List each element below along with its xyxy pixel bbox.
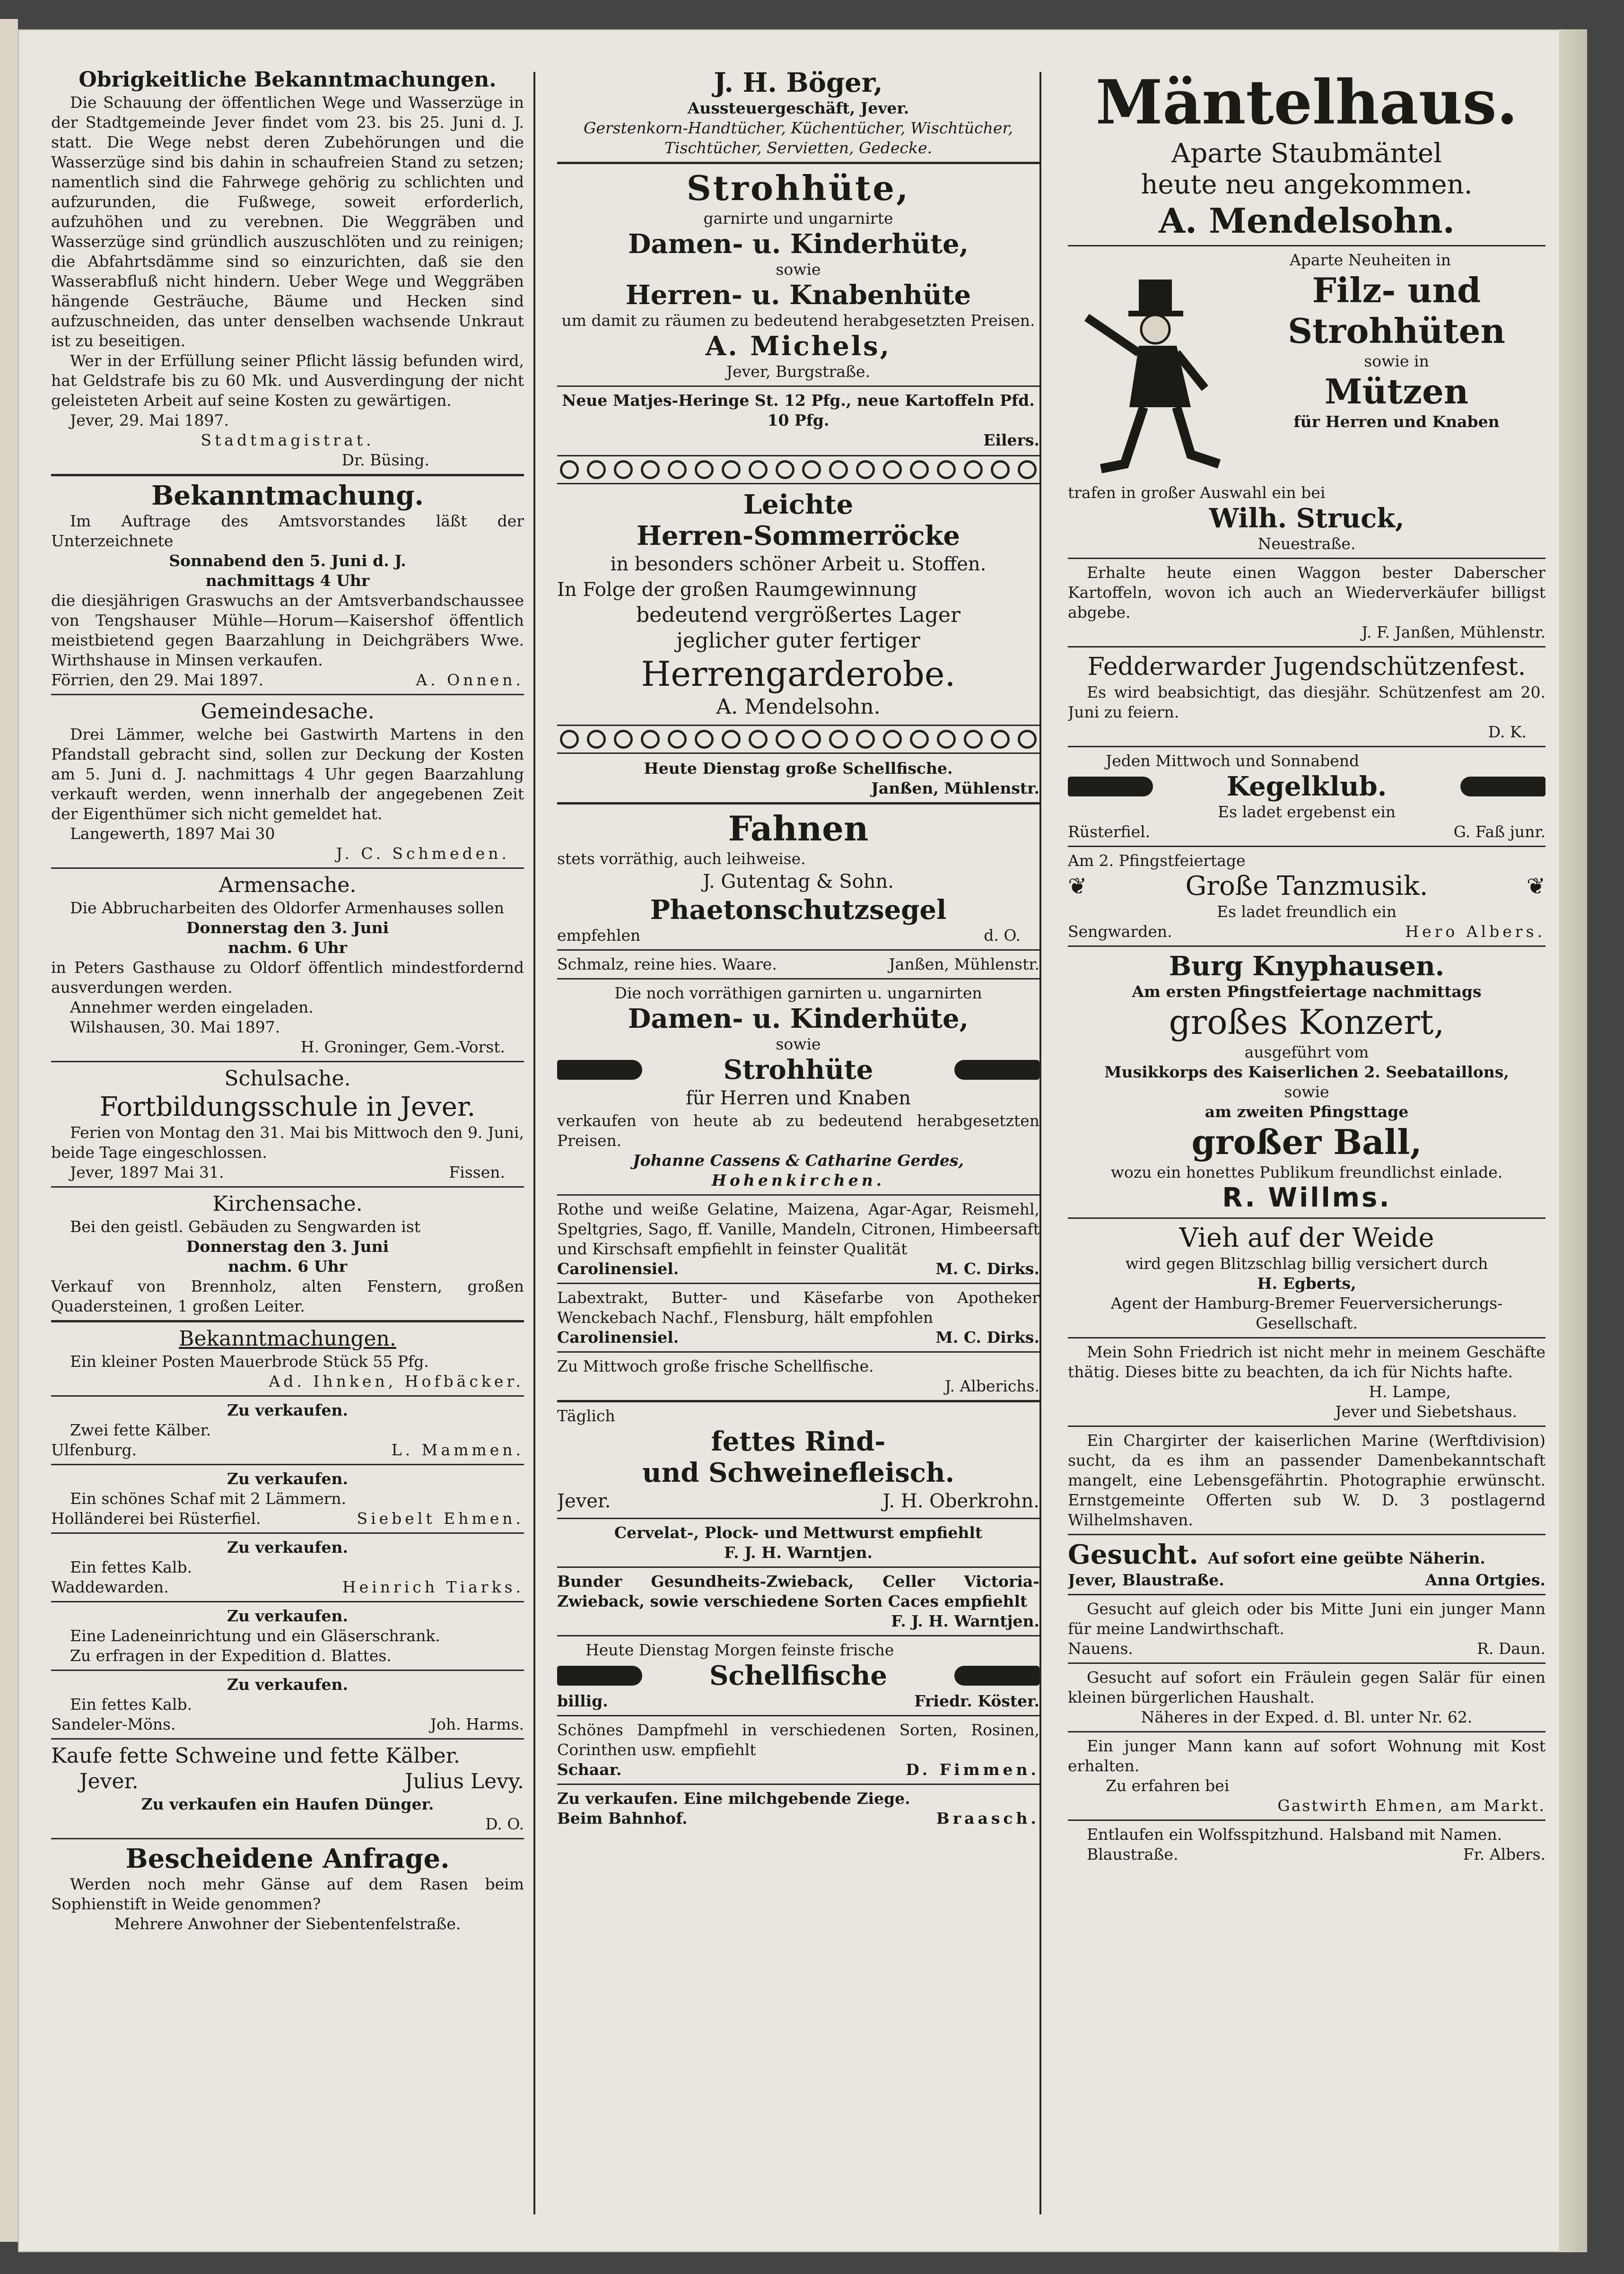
summer-coats-line: In Folge der großen Raumgewinnung (557, 579, 917, 601)
ornament (587, 730, 606, 749)
manure-offer: Zu verkaufen ein Haufen Dünger. (141, 1795, 434, 1813)
community-heading: Gemeindesache. (201, 700, 375, 724)
straw-hats-line: um damit zu räumen zu bedeutend herabgesetzten Preisen. (561, 311, 1035, 330)
ornament (829, 730, 848, 749)
lard-signature: Janßen, Mühlenstr. (889, 955, 1039, 973)
haddock-line: Heute Dienstag Morgen feinste frische (585, 1641, 894, 1659)
divider (51, 1532, 524, 1534)
straw-hats-line: sowie (776, 260, 821, 279)
divider (557, 1351, 1039, 1353)
sale-signature: L. Mammen. (391, 1441, 524, 1459)
egberts-name: H. Egberts, (1257, 1274, 1356, 1293)
column-official-notices (51, 67, 524, 2224)
poor-relief-text-3: Annehmer werden eingeladen. (70, 998, 314, 1016)
newspaper-page (18, 29, 1587, 2252)
bread-signature: Ad. Ihnken, Hofbäcker. (269, 1372, 524, 1391)
divider (1068, 746, 1545, 747)
school-text: Ferien von Montag den 31. Mai bis Mittwoch den 9. Juni, beide Tage eingeschlossen. (51, 1123, 524, 1162)
divider (1068, 1534, 1545, 1535)
sale-place: Holländerei bei Rüsterfiel. (51, 1509, 261, 1528)
poor-relief-text-2: in Peters Gasthause zu Oldorf öffentlich mindestfordernd ausverdungen werden. (51, 958, 524, 997)
dance-line: Am 2. Pfingstfeiertage (1068, 851, 1246, 870)
sale-signature: Joh. Harms. (430, 1715, 524, 1733)
column-advertisements-right (1068, 67, 1545, 2224)
misc-heading: Bekanntmachungen. (179, 1327, 396, 1351)
goat-signature: Braasch. (936, 1809, 1039, 1828)
notice-signature: Dr. Büsing. (341, 451, 429, 469)
sale-heading: Zu verkaufen. (227, 1401, 349, 1419)
livestock-text: wird gegen Blitzschlag billig versichert durch (1125, 1254, 1488, 1273)
concert-line: ausgeführt vom (1244, 1043, 1369, 1061)
ornament (641, 730, 660, 749)
divider (1068, 945, 1545, 947)
summer-coats-title: Herren-Sommerröcke (637, 520, 960, 551)
divider (51, 694, 524, 695)
meat-place: Jever. (557, 1490, 611, 1512)
ornament (964, 460, 983, 479)
sale-heading: Zu verkaufen. (227, 1538, 349, 1557)
ornament-border (557, 725, 1039, 754)
inquiry-signature: Mehrere Anwohner der Siebentenfelstraße. (114, 1915, 461, 1933)
lost-dog-place: Blaustraße. (1087, 1845, 1179, 1863)
straw-hats-men: Herren- u. Knabenhüte (625, 280, 971, 311)
bowling-place: Rüsterfiel. (1068, 822, 1151, 841)
fish-signature: Janßen, Mühlenstr. (871, 779, 1039, 797)
ornament (910, 730, 929, 749)
community-signature: J. C. Schmeden. (336, 844, 510, 863)
maid-ad: Gesucht auf sofort ein Fräulein gegen Salär für einen kleinen bürgerlichen Haushalt. (1068, 1668, 1545, 1706)
summer-coats-line: Leichte (743, 489, 854, 520)
michels-address: Jever, Burgstraße. (726, 362, 871, 381)
poor-relief-signature: H. Groninger, Gem.-Vorst. (300, 1038, 505, 1056)
flour-offer: Schönes Dampfmehl in verschiedenen Sorten, Rosinen, Corinthen usw. empfiehlt (557, 1721, 1039, 1759)
ornament (722, 460, 741, 479)
poor-relief-date: Donnerstag den 3. Juni (186, 918, 389, 937)
ornament (856, 460, 875, 479)
dance-place: Sengwarden. (1068, 922, 1172, 941)
flour-place: Schaar. (557, 1760, 622, 1779)
divider (557, 978, 1039, 980)
divider (1068, 1662, 1545, 1664)
felt-straw-title-2: Strohhüten (1288, 311, 1505, 351)
community-date: Langewerth, 1897 Mai 30 (70, 824, 275, 843)
hats-line: sowie (776, 1035, 821, 1053)
farmhand-ad: Gesucht auf gleich oder bis Mitte Juni ein junger Mann für meine Landwirthschaft. (1068, 1600, 1545, 1638)
hats-novelty-line: trafen in großer Auswahl ein bei (1068, 483, 1326, 502)
concert-line: Musikkorps des Kaiserlichen 2. Seebataillons, (1104, 1063, 1509, 1081)
poor-relief-time: nachm. 6 Uhr (228, 938, 347, 957)
announcement-signature: A. Onnen. (416, 671, 524, 689)
community-text: Drei Lämmer, welche bei Gastwirth Martens in den Pfandstall gebracht sind, sollen zur Deckung der Kosten am 5. Juni d. J. nachmittags 4 Uhr gegen Baarzahlung verkauft werden, wenn innerhalb der angegebenen Zeit der Eigenthümer sich nicht gemeldet hat. (51, 725, 524, 823)
rennet-offer: Labextrakt, Butter- und Käsefarbe von Apotheker Wenckebach Nachf., Flensburg, hält empfohlen (557, 1288, 1039, 1327)
ornament-border (557, 455, 1039, 484)
column-rule-1 (533, 72, 535, 2214)
sausage-offer: Cervelat-, Plock- und Mettwurst empfiehlt (614, 1523, 983, 1542)
church-text: Bei den geistl. Gebäuden zu Sengwarden ist (70, 1217, 420, 1236)
concert-line: wozu ein honettes Publikum freundlichst einlade. (1110, 1163, 1503, 1181)
maid-ad-ref: Näheres in der Exped. d. Bl. unter Nr. 62. (1141, 1708, 1473, 1726)
divider (557, 1283, 1039, 1284)
ornament (1018, 460, 1037, 479)
sale-text: Eine Ladeneinrichtung und ein Gläserschrank. (70, 1627, 440, 1645)
lodging-ad-line: Zu erfahren bei (1106, 1776, 1230, 1795)
son-notice-place: Jever und Siebetshaus. (1335, 1402, 1517, 1421)
column-rule-2 (1039, 72, 1041, 2214)
divider (1068, 1217, 1545, 1219)
announcement-text: Im Auftrage des Amtsvorstandes läßt der Unterzeichnete (51, 512, 524, 550)
divider (1068, 646, 1545, 647)
divider (51, 474, 524, 476)
summer-coats-line: bedeutend vergrößertes Lager (636, 603, 961, 627)
divider (51, 1738, 524, 1740)
sale-signature: Siebelt Ehmen. (357, 1509, 524, 1528)
sale-text: Ein fettes Kalb. (70, 1695, 192, 1714)
felt-straw-title: Filz- und (1312, 270, 1481, 310)
summer-coats-line: jeglicher guter fertiger (676, 629, 920, 653)
notices-heading: Obrigkeitliche Bekanntmachungen. (79, 68, 497, 92)
divider (557, 1194, 1039, 1196)
concert-line: am zweiten Pfingsttage (1205, 1102, 1409, 1121)
road-inspection-penalty: Wer in der Erfüllung seiner Pflicht lässig befunden wird, hat Geldstrafe bis zu 60 Mk. und Ausverdingung der nicht geleisteten Arbeit auf seine Kosten zu gewärtigen. (51, 351, 524, 410)
rusk-signature: F. J. H. Warntjen. (891, 1612, 1039, 1630)
hats-title: Damen- u. Kinderhüte, (628, 1003, 969, 1034)
wednesday-fish-signature: J. Alberichs. (944, 1377, 1039, 1395)
willms-signature: R. Willms. (1222, 1182, 1391, 1213)
sale-text: Ein fettes Kalb. (70, 1558, 192, 1576)
divider (557, 949, 1039, 951)
sale-heading: Zu verkaufen. (227, 1469, 349, 1488)
sale-place: Ulfenburg. (51, 1441, 137, 1459)
gelatine-signature: M. C. Dirks. (935, 1259, 1039, 1278)
ball-title: großer Ball, (1191, 1122, 1422, 1162)
flags-title: Fahnen (728, 808, 869, 848)
hats-subtitle: Strohhüte (723, 1054, 873, 1085)
flourish-icon: ❦ (1068, 873, 1087, 900)
concert-title: großes Konzert, (1169, 1002, 1445, 1042)
flour-signature: D. Fimmen. (906, 1760, 1039, 1779)
goat-offer: Zu verkaufen. Eine milchgebende Ziege. (557, 1789, 910, 1808)
ornament (776, 460, 795, 479)
rennet-place: Carolinensiel. (557, 1328, 679, 1347)
notice-issuer: Stadtmagistrat. (201, 431, 375, 449)
divider (1068, 1426, 1545, 1427)
divider (51, 867, 524, 869)
meat-line: Täglich (557, 1407, 615, 1425)
announcement-text-2: die diesjährigen Graswuchs an der Amtsverbandschaussee von Tengshauser Mühle—Horum—Kaisershof öffentlich meistbietend gegen Baarzahlung in Deichgräbers Wwe. Wirthshause in Minsen verkaufen. (51, 591, 524, 669)
herring-signature: Eilers. (983, 431, 1039, 449)
rusk-offer: Bunder Gesundheits-Zwieback, Celler Victoria-Zwieback, sowie verschiedene Sorten Caces empfiehlt (557, 1572, 1039, 1610)
sale-heading: Zu verkaufen. (227, 1675, 349, 1694)
straw-hats-ladies: Damen- u. Kinderhüte, (628, 228, 969, 260)
sale-text-2: Zu erfragen in der Expedition d. Blattes. (70, 1646, 392, 1665)
poor-relief-heading: Armensache. (218, 873, 357, 897)
meat-title: fettes Rind- (711, 1426, 886, 1457)
sale-place: Sandeler-Möns. (51, 1715, 176, 1733)
pointing-hand-icon (954, 1060, 1039, 1080)
wanted-place: Jever, Blaustraße. (1068, 1571, 1224, 1589)
lost-dog-signature: Fr. Albers. (1463, 1845, 1545, 1863)
flags-signature: J. Gutentag & Sohn. (703, 871, 894, 892)
ornament (560, 460, 579, 479)
school-signature: Fissen. (449, 1163, 505, 1181)
lard-offer: Schmalz, reine hies. Waare. (557, 955, 777, 973)
livestock-text-2: Agent der Hamburg-Bremer Feuerversicherungs-Gesellschaft. (1110, 1294, 1503, 1332)
inquiry-text: Werden noch mehr Gänse auf dem Rasen beim Sophienstift in Weide genommen? (51, 1875, 524, 1913)
ornament (614, 460, 633, 479)
dance-title: Große Tanzmusik. (1185, 871, 1428, 901)
hats-signature: Johanne Cassens & Catharine Gerdes, (633, 1151, 964, 1170)
ornament (964, 730, 983, 749)
ornament (802, 460, 821, 479)
ornament (910, 460, 929, 479)
ornament (668, 460, 687, 479)
son-notice: Mein Sohn Friedrich ist nicht mehr in meinem Geschäfte thätig. Dieses bitte zu beachten, da ich für Nichts hafte. (1068, 1343, 1545, 1381)
divider (1068, 558, 1545, 559)
sale-text: Ein schönes Schaf mit 2 Lämmern. (70, 1489, 347, 1508)
bowling-signature: G. Faß junr. (1453, 822, 1545, 841)
coat-house-name: A. Mendelsohn. (1159, 201, 1455, 241)
boeger-name: J. H. Böger, (714, 67, 883, 98)
pointing-hand-icon (1460, 777, 1545, 796)
herring-offer: Neue Matjes-Heringe St. 12 Pfg., neue Kartoffeln Pfd. 10 Pfg. (562, 391, 1035, 429)
hats-novelty-line: für Herren und Knaben (1293, 412, 1500, 431)
school-heading: Schulsache. (224, 1067, 351, 1091)
shooting-fest-title: Fedderwarder Jugendschützenfest. (1087, 653, 1526, 681)
pointing-hand-icon (1068, 777, 1153, 796)
notice-date: Jever, 29. Mai 1897. (70, 411, 229, 429)
top-hat-man-illustration (1068, 275, 1243, 483)
farmhand-signature: R. Daun. (1477, 1639, 1545, 1658)
ornament (560, 730, 579, 749)
divider (557, 1784, 1039, 1785)
school-subheading: Fortbildungsschule in Jever. (99, 1092, 476, 1122)
sale-text: Zwei fette Kälber. (70, 1421, 211, 1439)
goat-place: Beim Bahnhof. (557, 1809, 688, 1828)
wanted-signature: Anna Ortgies. (1425, 1571, 1545, 1589)
divider (1068, 245, 1545, 246)
sale-heading: Zu verkaufen. (227, 1607, 349, 1625)
ornament (749, 460, 768, 479)
boeger-business: Aussteuergeschäft, Jever. (687, 99, 909, 117)
page-edge-shadow (1559, 29, 1587, 2252)
school-date: Jever, 1897 Mai 31. (70, 1163, 224, 1181)
pointing-hand-icon (954, 1666, 1039, 1686)
hats-line: verkaufen von heute ab zu bedeutend herabgesetzten Preisen. (557, 1111, 1039, 1150)
manure-signature: D. O. (485, 1815, 524, 1833)
divider (1068, 1819, 1545, 1821)
divider (51, 1601, 524, 1602)
ornament (856, 730, 875, 749)
boeger-goods: Gerstenkorn-Handtücher, Küchentücher, Wischtücher, Tischtücher, Servietten, Gedecke. (583, 119, 1013, 157)
announcement-time: nachmittags 4 Uhr (205, 571, 370, 590)
ornament (829, 460, 848, 479)
marriage-ad: Ein Chargirter der kaiserlichen Marine (Werftdivision) sucht, da es ihm an passender Damenbekanntschaft mangelt, eine Lebensgefährtin. Photographie erwünscht. Ernstgemeinte Offerten sub W. D. 3 postlagernd Wilhelmshaven. (1068, 1431, 1545, 1529)
divider (51, 1061, 524, 1062)
ornament (883, 730, 902, 749)
ornament (802, 730, 821, 749)
church-text-2: Verkauf von Brennholz, alten Fenstern, großen Quadersteinen, 1 großen Leiter. (51, 1277, 524, 1315)
ornament (776, 730, 795, 749)
inquiry-heading: Bescheidene Anfrage. (125, 1843, 450, 1874)
livestock-title: Vieh auf der Weide (1179, 1223, 1434, 1253)
divider (557, 1400, 1039, 1402)
carriage-cover-title: Phaetonschutzsegel (650, 894, 947, 926)
concert-line: sowie (1284, 1083, 1329, 1101)
gelatine-place: Carolinensiel. (557, 1259, 679, 1278)
bowling-line: Jeden Mittwoch und Sonnabend (1106, 752, 1360, 770)
ornament (749, 730, 768, 749)
bowling-text: Es ladet ergebenst ein (1217, 803, 1396, 821)
divider (557, 1518, 1039, 1519)
summer-coats-line: in besonders schöner Arbeit u. Stoffen. (610, 553, 987, 575)
divider (51, 1395, 524, 1397)
sausage-signature: F. J. H. Warntjen. (724, 1543, 873, 1562)
divider (51, 1464, 524, 1465)
poor-relief-text: Die Abbrucharbeiten des Oldorfer Armenhauses sollen (70, 899, 504, 917)
meat-signature: J. H. Oberkrohn. (882, 1490, 1039, 1512)
ornament (991, 730, 1010, 749)
hats-novelty-line: Aparte Neuheiten in (1289, 251, 1451, 269)
ornament (587, 460, 606, 479)
divider (557, 802, 1039, 805)
divider (1068, 1731, 1545, 1732)
ornament (937, 730, 956, 749)
concert-line: Am ersten Pfingstfeiertage nachmittags (1132, 982, 1482, 1001)
divider (557, 1635, 1039, 1636)
divider (557, 385, 1039, 387)
announcement-date: Sonnabend den 5. Juni d. J. (169, 551, 406, 570)
michels-name: A. Michels, (705, 331, 891, 362)
rennet-signature: M. C. Dirks. (935, 1328, 1039, 1347)
bread-offer: Ein kleiner Posten Mauerbrode Stück 55 Pfg. (70, 1352, 429, 1371)
poor-relief-place-date: Wilshausen, 30. Mai 1897. (70, 1018, 280, 1036)
castle-title: Burg Knyphausen. (1169, 951, 1445, 982)
wanted-text: Auf sofort eine geübte Näherin. (1207, 1549, 1485, 1567)
lost-dog-ad: Entlaufen ein Wolfsspitzhund. Halsband mit Namen. (1087, 1825, 1502, 1844)
ornament (614, 730, 633, 749)
divider (51, 1838, 524, 1839)
lodging-ad-signature: Gastwirth Ehmen, am Markt. (1277, 1796, 1545, 1815)
hats-line: Die noch vorräthigen garnirten u. ungarnirten (614, 984, 982, 1002)
announcement-place-date: Förrien, den 29. Mai 1897. (51, 671, 264, 689)
divider (1068, 1594, 1545, 1595)
haddock-title: Schellfische (709, 1660, 888, 1691)
announcement-heading: Bekanntmachung. (151, 480, 424, 511)
hats-novelty-line: sowie in (1364, 352, 1429, 370)
ornament (695, 730, 714, 749)
haddock-left: billig. (557, 1692, 608, 1710)
lodging-ad: Ein junger Mann kann auf sofort Wohnung mit Kost erhalten. (1068, 1737, 1545, 1775)
divider (557, 162, 1039, 164)
carriage-cover-signature: d. O. (984, 926, 1021, 945)
pointing-hand-icon (557, 1060, 642, 1080)
fish-offer: Heute Dienstag große Schellfische. (644, 759, 953, 778)
son-notice-signature: H. Lampe, (1369, 1382, 1451, 1401)
flags-text: stets vorräthig, auch leihweise. (557, 849, 806, 868)
potatoes-signature: J. F. Janßen, Mühlenstr. (1362, 623, 1545, 641)
farmhand-place: Nauens. (1068, 1639, 1134, 1658)
straw-hats-line: garnirte und ungarnirte (703, 209, 893, 227)
caps-title: Mützen (1324, 371, 1469, 411)
divider (51, 1186, 524, 1188)
road-inspection-text: Die Schauung der öffentlichen Wege und Wasserzüge in der Stadtgemeinde Jever findet vom 23. bis 25. Juni d. J. statt. Die Wege nebst deren Zubehörungen und die Wasserzüge sind bis dahin in schaufreien Stand zu setzen; namentlich sind die Fahrwege gehörig zu schlichten und aufzurunden, die Fußwege, soweit erforderlich, aufzuhöhen und zu verebnen. Die Weggräben und Wasserzüge sind gründlich auszuschlöten und zu reinigen; die Abfahrtsdämme sind so einzurichten, daß sie den Wasserabfluß nicht hindern. Ueber Wege und Weggräben hängende Gesträuche, Bäume und Hecken sind aufzuschneiden, das unter denselben wachsende Unkraut ist zu beseitigen. (51, 93, 524, 350)
potatoes-offer: Erhalte heute einen Waggon bester Daberscher Kartoffeln, wovon ich auch an Wiederverkäufer billigst abgebe. (1068, 563, 1545, 621)
straw-hats-title: Strohhüte, (686, 168, 910, 208)
ornament (883, 460, 902, 479)
divider (51, 1670, 524, 1671)
buying-signature: Julius Levy. (404, 1769, 524, 1793)
church-time: nachm. 6 Uhr (228, 1257, 347, 1276)
wednesday-fish-offer: Zu Mittwoch große frische Schellfische. (557, 1357, 874, 1375)
divider (557, 1715, 1039, 1716)
ornament (722, 730, 741, 749)
carriage-cover-left: empfehlen (557, 926, 641, 945)
pointing-hand-icon (557, 1666, 642, 1686)
sale-place: Waddewarden. (51, 1578, 169, 1596)
coat-house-line: Aparte Staubmäntel (1171, 138, 1442, 169)
gelatine-offer: Rothe und weiße Gelatine, Maizena, Agar-Agar, Reismehl, Speltgries, Sago, ff. Vanille, Mandeln, Citronen, Himbeersaft und Kirschsaft empfiehlt in feinster Qualität (557, 1200, 1039, 1258)
church-date: Donnerstag den 3. Juni (186, 1237, 389, 1256)
mendelsohn-signature: A. Mendelsohn. (716, 695, 881, 719)
divider (557, 1566, 1039, 1568)
shooting-fest-text: Es wird beabsichtigt, das diesjähr. Schützenfest am 20. Juni zu feiern. (1068, 683, 1545, 721)
ornament (937, 460, 956, 479)
hats-place: Hohenkirchen. (711, 1171, 885, 1189)
shooting-fest-signature: D. K. (1488, 723, 1527, 741)
struck-name: Wilh. Struck, (1209, 503, 1405, 534)
divider (1068, 1337, 1545, 1338)
ornament (668, 730, 687, 749)
wanted-title: Gesucht. (1068, 1539, 1198, 1570)
dance-signature: Hero Albers. (1405, 922, 1545, 941)
buying-offer: Kaufe fette Schweine und fette Kälber. (51, 1744, 460, 1768)
divider (51, 1320, 524, 1322)
haddock-signature: Friedr. Köster. (914, 1692, 1039, 1710)
flourish-icon: ❦ (1526, 873, 1545, 900)
adjacent-page-edge (0, 19, 18, 2242)
ornament (695, 460, 714, 479)
column-advertisements-middle (557, 67, 1039, 2224)
meat-title-2: und Schweinefleisch. (642, 1457, 955, 1488)
church-heading: Kirchensache. (212, 1192, 363, 1216)
sale-signature: Heinrich Tiarks. (342, 1578, 524, 1596)
ornament (991, 460, 1010, 479)
ornament (641, 460, 660, 479)
ornament (1018, 730, 1037, 749)
coat-house-line: heute neu angekommen. (1141, 169, 1473, 200)
divider (1068, 846, 1545, 847)
hats-line: für Herren und Knaben (686, 1087, 911, 1109)
coat-house-title: Mäntelhaus. (1095, 67, 1518, 138)
bowling-title: Kegelklub. (1226, 771, 1387, 802)
dance-text: Es ladet freundlich ein (1217, 902, 1397, 921)
menswear-title: Herrengarderobe. (641, 654, 956, 694)
struck-address: Neuestraße. (1257, 534, 1356, 553)
buying-place: Jever. (79, 1769, 139, 1793)
